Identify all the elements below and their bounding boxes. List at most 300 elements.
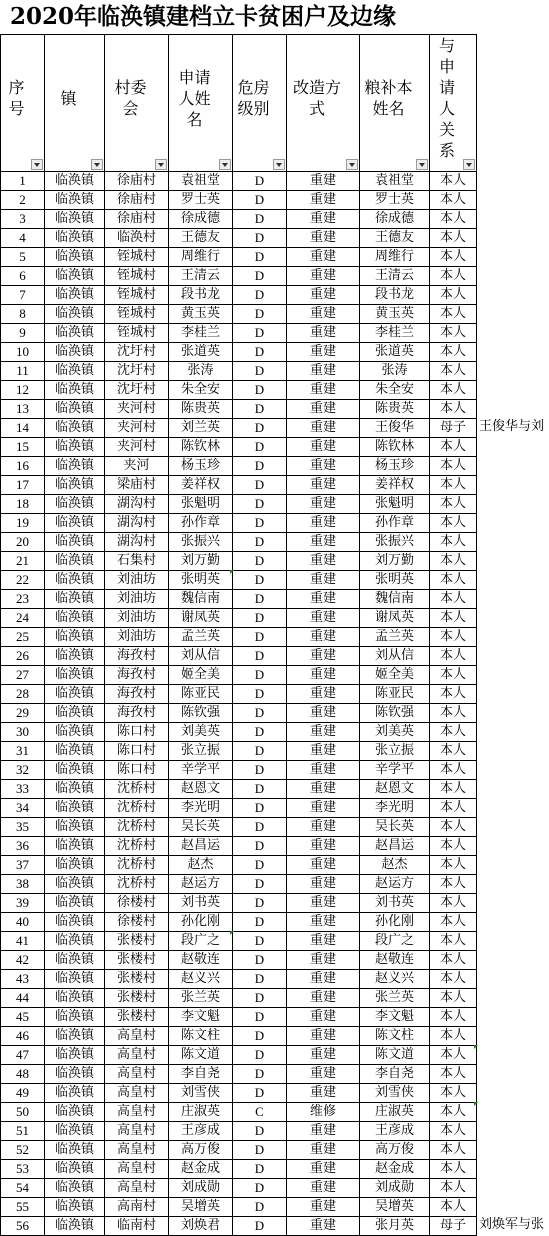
- cell-grain-name[interactable]: 刘从信: [360, 647, 430, 666]
- cell-serial[interactable]: 21: [1, 552, 45, 571]
- cell-town[interactable]: 临涣镇: [45, 419, 105, 438]
- cell-town[interactable]: 临涣镇: [45, 514, 105, 533]
- cell-method[interactable]: 重建: [287, 533, 360, 552]
- cell-serial[interactable]: 55: [1, 1198, 45, 1217]
- cell-grain-name[interactable]: 陈贵英: [360, 400, 430, 419]
- cell-village[interactable]: 夹河: [105, 457, 169, 476]
- cell-applicant[interactable]: 孟兰英: [169, 628, 233, 647]
- cell-method[interactable]: 重建: [287, 210, 360, 229]
- cell-village[interactable]: 铚城村: [105, 324, 169, 343]
- cell-grain-name[interactable]: 谢凤英: [360, 609, 430, 628]
- cell-relationship[interactable]: 本人: [430, 267, 477, 286]
- cell-village[interactable]: 石集村: [105, 552, 169, 571]
- cell-village[interactable]: 海孜村: [105, 704, 169, 723]
- cell-applicant[interactable]: 刘焕君: [169, 1217, 233, 1236]
- cell-grain-name[interactable]: 王俊华: [360, 419, 430, 438]
- cell-village[interactable]: 高皇村: [105, 1122, 169, 1141]
- cell-relationship[interactable]: 本人: [430, 590, 477, 609]
- cell-grain-name[interactable]: 罗士英: [360, 191, 430, 210]
- cell-village[interactable]: 刘油坊: [105, 609, 169, 628]
- cell-applicant[interactable]: 赵敬连: [169, 951, 233, 970]
- cell-serial[interactable]: 19: [1, 514, 45, 533]
- cell-level[interactable]: D: [233, 989, 287, 1008]
- cell-grain-name[interactable]: 王清云: [360, 267, 430, 286]
- cell-town[interactable]: 临涣镇: [45, 191, 105, 210]
- cell-level[interactable]: D: [233, 837, 287, 856]
- cell-village[interactable]: 沈桥村: [105, 818, 169, 837]
- cell-village[interactable]: 张楼村: [105, 932, 169, 951]
- cell-method[interactable]: 重建: [287, 1160, 360, 1179]
- cell-relationship[interactable]: 本人: [430, 837, 477, 856]
- cell-level[interactable]: D: [233, 533, 287, 552]
- cell-serial[interactable]: 51: [1, 1122, 45, 1141]
- cell-method[interactable]: 重建: [287, 343, 360, 362]
- cell-grain-name[interactable]: 赵昌运: [360, 837, 430, 856]
- cell-village[interactable]: 沈圩村: [105, 343, 169, 362]
- cell-grain-name[interactable]: 高万俊: [360, 1141, 430, 1160]
- cell-level[interactable]: D: [233, 248, 287, 267]
- cell-town[interactable]: 临涣镇: [45, 818, 105, 837]
- cell-village[interactable]: 临涣村: [105, 229, 169, 248]
- cell-relationship[interactable]: 本人: [430, 172, 477, 191]
- cell-grain-name[interactable]: 张月英: [360, 1217, 430, 1236]
- cell-relationship[interactable]: 本人: [430, 989, 477, 1008]
- cell-serial[interactable]: 10: [1, 343, 45, 362]
- cell-town[interactable]: 临涣镇: [45, 1027, 105, 1046]
- cell-relationship[interactable]: 本人: [430, 381, 477, 400]
- cell-method[interactable]: 重建: [287, 495, 360, 514]
- cell-applicant[interactable]: 张道英: [169, 343, 233, 362]
- cell-relationship[interactable]: 本人: [430, 1122, 477, 1141]
- cell-level[interactable]: D: [233, 913, 287, 932]
- cell-serial[interactable]: 32: [1, 761, 45, 780]
- cell-town[interactable]: 临涣镇: [45, 1103, 105, 1122]
- cell-village[interactable]: 临南村: [105, 1217, 169, 1236]
- cell-grain-name[interactable]: 李文魁: [360, 1008, 430, 1027]
- cell-relationship[interactable]: 本人: [430, 324, 477, 343]
- cell-village[interactable]: 高皇村: [105, 1160, 169, 1179]
- cell-town[interactable]: 临涣镇: [45, 666, 105, 685]
- cell-relationship[interactable]: 本人: [430, 191, 477, 210]
- cell-village[interactable]: 高皇村: [105, 1141, 169, 1160]
- cell-grain-name[interactable]: 刘万勤: [360, 552, 430, 571]
- cell-serial[interactable]: 1: [1, 172, 45, 191]
- filter-dropdown-button[interactable]: [273, 159, 285, 170]
- cell-village[interactable]: 高南村: [105, 1198, 169, 1217]
- cell-grain-name[interactable]: 赵敬连: [360, 951, 430, 970]
- cell-grain-name[interactable]: 赵恩文: [360, 780, 430, 799]
- cell-method[interactable]: 重建: [287, 305, 360, 324]
- cell-method[interactable]: 重建: [287, 267, 360, 286]
- cell-applicant[interactable]: 陈文道: [169, 1046, 233, 1065]
- cell-serial[interactable]: 18: [1, 495, 45, 514]
- cell-applicant[interactable]: 袁祖堂: [169, 172, 233, 191]
- cell-serial[interactable]: 20: [1, 533, 45, 552]
- cell-town[interactable]: 临涣镇: [45, 875, 105, 894]
- cell-village[interactable]: 湖沟村: [105, 514, 169, 533]
- cell-town[interactable]: 临涣镇: [45, 1160, 105, 1179]
- cell-method[interactable]: 重建: [287, 457, 360, 476]
- cell-town[interactable]: 临涣镇: [45, 799, 105, 818]
- cell-town[interactable]: 临涣镇: [45, 476, 105, 495]
- cell-grain-name[interactable]: 袁祖堂: [360, 172, 430, 191]
- cell-applicant[interactable]: 刘美英: [169, 723, 233, 742]
- cell-level[interactable]: D: [233, 552, 287, 571]
- cell-town[interactable]: 临涣镇: [45, 229, 105, 248]
- cell-level[interactable]: D: [233, 609, 287, 628]
- cell-grain-name[interactable]: 庄淑英: [360, 1103, 430, 1122]
- filter-dropdown-button[interactable]: [346, 159, 358, 170]
- cell-serial[interactable]: 17: [1, 476, 45, 495]
- cell-town[interactable]: 临涣镇: [45, 495, 105, 514]
- cell-applicant[interactable]: 刘从信: [169, 647, 233, 666]
- cell-applicant[interactable]: 罗士英: [169, 191, 233, 210]
- cell-relationship[interactable]: 本人: [430, 1141, 477, 1160]
- cell-applicant[interactable]: 王德友: [169, 229, 233, 248]
- cell-grain-name[interactable]: 张立振: [360, 742, 430, 761]
- cell-village[interactable]: 铚城村: [105, 305, 169, 324]
- cell-relationship[interactable]: 本人: [430, 229, 477, 248]
- cell-relationship[interactable]: 本人: [430, 704, 477, 723]
- cell-relationship[interactable]: 本人: [430, 951, 477, 970]
- cell-town[interactable]: 临涣镇: [45, 837, 105, 856]
- cell-village[interactable]: 沈桥村: [105, 856, 169, 875]
- cell-level[interactable]: D: [233, 229, 287, 248]
- cell-grain-name[interactable]: 孙化刚: [360, 913, 430, 932]
- cell-town[interactable]: 临涣镇: [45, 1141, 105, 1160]
- cell-applicant[interactable]: 魏信南: [169, 590, 233, 609]
- cell-village[interactable]: 高皇村: [105, 1103, 169, 1122]
- cell-serial[interactable]: 27: [1, 666, 45, 685]
- cell-town[interactable]: 临涣镇: [45, 970, 105, 989]
- cell-applicant[interactable]: 李桂兰: [169, 324, 233, 343]
- cell-serial[interactable]: 39: [1, 894, 45, 913]
- cell-method[interactable]: 重建: [287, 685, 360, 704]
- cell-serial[interactable]: 5: [1, 248, 45, 267]
- cell-method[interactable]: 重建: [287, 647, 360, 666]
- cell-relationship[interactable]: 母子: [430, 419, 477, 438]
- cell-relationship[interactable]: 本人: [430, 685, 477, 704]
- cell-applicant[interactable]: 刘兰英: [169, 419, 233, 438]
- cell-town[interactable]: 临涣镇: [45, 343, 105, 362]
- cell-relationship[interactable]: 本人: [430, 856, 477, 875]
- cell-grain-name[interactable]: 姜祥权: [360, 476, 430, 495]
- cell-village[interactable]: 徐庙村: [105, 210, 169, 229]
- cell-level[interactable]: D: [233, 666, 287, 685]
- cell-grain-name[interactable]: 陈文柱: [360, 1027, 430, 1046]
- cell-town[interactable]: 临涣镇: [45, 609, 105, 628]
- cell-method[interactable]: 重建: [287, 875, 360, 894]
- cell-relationship[interactable]: 本人: [430, 799, 477, 818]
- cell-town[interactable]: 临涣镇: [45, 894, 105, 913]
- cell-level[interactable]: D: [233, 742, 287, 761]
- cell-applicant[interactable]: 王彦成: [169, 1122, 233, 1141]
- cell-village[interactable]: 徐庙村: [105, 172, 169, 191]
- cell-town[interactable]: 临涣镇: [45, 1198, 105, 1217]
- cell-applicant[interactable]: 孙化刚: [169, 913, 233, 932]
- cell-level[interactable]: D: [233, 1198, 287, 1217]
- cell-serial[interactable]: 48: [1, 1065, 45, 1084]
- cell-applicant[interactable]: 辛学平: [169, 761, 233, 780]
- cell-method[interactable]: 重建: [287, 381, 360, 400]
- cell-level[interactable]: D: [233, 856, 287, 875]
- cell-town[interactable]: 临涣镇: [45, 742, 105, 761]
- cell-method[interactable]: 重建: [287, 552, 360, 571]
- cell-grain-name[interactable]: 段广之: [360, 932, 430, 951]
- cell-grain-name[interactable]: 黄玉英: [360, 305, 430, 324]
- cell-method[interactable]: 重建: [287, 476, 360, 495]
- cell-serial[interactable]: 22: [1, 571, 45, 590]
- cell-town[interactable]: 临涣镇: [45, 1065, 105, 1084]
- cell-applicant[interactable]: 段广之: [169, 932, 233, 951]
- cell-grain-name[interactable]: 赵杰: [360, 856, 430, 875]
- cell-relationship[interactable]: 本人: [430, 248, 477, 267]
- cell-applicant[interactable]: 赵昌运: [169, 837, 233, 856]
- cell-village[interactable]: 沈桥村: [105, 875, 169, 894]
- cell-applicant[interactable]: 刘雪侠: [169, 1084, 233, 1103]
- cell-level[interactable]: D: [233, 875, 287, 894]
- cell-level[interactable]: D: [233, 1008, 287, 1027]
- cell-town[interactable]: 临涣镇: [45, 267, 105, 286]
- cell-grain-name[interactable]: 孙作章: [360, 514, 430, 533]
- cell-grain-name[interactable]: 张涛: [360, 362, 430, 381]
- cell-serial[interactable]: 43: [1, 970, 45, 989]
- cell-serial[interactable]: 15: [1, 438, 45, 457]
- cell-village[interactable]: 刘油坊: [105, 571, 169, 590]
- cell-village[interactable]: 徐楼村: [105, 894, 169, 913]
- cell-grain-name[interactable]: 陈文道: [360, 1046, 430, 1065]
- cell-method[interactable]: 重建: [287, 837, 360, 856]
- cell-serial[interactable]: 8: [1, 305, 45, 324]
- cell-grain-name[interactable]: 孟兰英: [360, 628, 430, 647]
- cell-relationship[interactable]: 本人: [430, 780, 477, 799]
- cell-applicant[interactable]: 朱全安: [169, 381, 233, 400]
- cell-village[interactable]: 沈桥村: [105, 799, 169, 818]
- cell-serial[interactable]: 42: [1, 951, 45, 970]
- cell-grain-name[interactable]: 姬全美: [360, 666, 430, 685]
- cell-relationship[interactable]: 本人: [430, 1065, 477, 1084]
- cell-applicant[interactable]: 段书龙: [169, 286, 233, 305]
- cell-level[interactable]: D: [233, 267, 287, 286]
- cell-applicant[interactable]: 庄淑英: [169, 1103, 233, 1122]
- cell-village[interactable]: 沈圩村: [105, 362, 169, 381]
- cell-level[interactable]: D: [233, 457, 287, 476]
- cell-town[interactable]: 临涣镇: [45, 590, 105, 609]
- cell-village[interactable]: 湖沟村: [105, 495, 169, 514]
- cell-applicant[interactable]: 陈钦林: [169, 438, 233, 457]
- cell-applicant[interactable]: 吴增英: [169, 1198, 233, 1217]
- cell-method[interactable]: 重建: [287, 590, 360, 609]
- cell-applicant[interactable]: 陈贵英: [169, 400, 233, 419]
- cell-village[interactable]: 徐庙村: [105, 191, 169, 210]
- cell-method[interactable]: 重建: [287, 609, 360, 628]
- cell-grain-name[interactable]: 魏信南: [360, 590, 430, 609]
- cell-serial[interactable]: 52: [1, 1141, 45, 1160]
- cell-village[interactable]: 沈桥村: [105, 837, 169, 856]
- cell-village[interactable]: 张楼村: [105, 989, 169, 1008]
- cell-serial[interactable]: 14: [1, 419, 45, 438]
- cell-method[interactable]: 重建: [287, 438, 360, 457]
- cell-serial[interactable]: 49: [1, 1084, 45, 1103]
- cell-applicant[interactable]: 高万俊: [169, 1141, 233, 1160]
- cell-level[interactable]: D: [233, 495, 287, 514]
- cell-relationship[interactable]: 本人: [430, 1084, 477, 1103]
- cell-method[interactable]: 重建: [287, 666, 360, 685]
- cell-town[interactable]: 临涣镇: [45, 932, 105, 951]
- cell-relationship[interactable]: 母子: [430, 1217, 477, 1236]
- cell-level[interactable]: D: [233, 362, 287, 381]
- cell-level[interactable]: D: [233, 400, 287, 419]
- cell-relationship[interactable]: 本人: [430, 457, 477, 476]
- cell-village[interactable]: 高皇村: [105, 1065, 169, 1084]
- cell-level[interactable]: D: [233, 894, 287, 913]
- cell-serial[interactable]: 24: [1, 609, 45, 628]
- cell-applicant[interactable]: 刘万勤: [169, 552, 233, 571]
- cell-village[interactable]: 刘油坊: [105, 590, 169, 609]
- cell-grain-name[interactable]: 张振兴: [360, 533, 430, 552]
- cell-grain-name[interactable]: 徐成德: [360, 210, 430, 229]
- cell-serial[interactable]: 36: [1, 837, 45, 856]
- cell-method[interactable]: 重建: [287, 1179, 360, 1198]
- cell-village[interactable]: 陈口村: [105, 761, 169, 780]
- cell-grain-name[interactable]: 吴增英: [360, 1198, 430, 1217]
- cell-level[interactable]: D: [233, 324, 287, 343]
- cell-serial[interactable]: 38: [1, 875, 45, 894]
- cell-level[interactable]: D: [233, 191, 287, 210]
- cell-town[interactable]: 临涣镇: [45, 913, 105, 932]
- filter-dropdown-button[interactable]: [155, 159, 167, 170]
- cell-grain-name[interactable]: 李自尧: [360, 1065, 430, 1084]
- cell-method[interactable]: 重建: [287, 761, 360, 780]
- cell-relationship[interactable]: 本人: [430, 1027, 477, 1046]
- cell-village[interactable]: 高皇村: [105, 1084, 169, 1103]
- cell-town[interactable]: 临涣镇: [45, 248, 105, 267]
- cell-relationship[interactable]: 本人: [430, 438, 477, 457]
- cell-village[interactable]: 梁庙村: [105, 476, 169, 495]
- cell-village[interactable]: 陈口村: [105, 742, 169, 761]
- cell-grain-name[interactable]: 张兰英: [360, 989, 430, 1008]
- cell-grain-name[interactable]: 李桂兰: [360, 324, 430, 343]
- cell-applicant[interactable]: 姬全美: [169, 666, 233, 685]
- cell-serial[interactable]: 2: [1, 191, 45, 210]
- cell-town[interactable]: 临涣镇: [45, 571, 105, 590]
- cell-relationship[interactable]: 本人: [430, 571, 477, 590]
- cell-level[interactable]: D: [233, 704, 287, 723]
- cell-method[interactable]: 重建: [287, 1008, 360, 1027]
- cell-relationship[interactable]: 本人: [430, 723, 477, 742]
- cell-serial[interactable]: 44: [1, 989, 45, 1008]
- cell-serial[interactable]: 29: [1, 704, 45, 723]
- filter-dropdown-button[interactable]: [31, 159, 43, 170]
- cell-level[interactable]: D: [233, 438, 287, 457]
- cell-grain-name[interactable]: 刘美英: [360, 723, 430, 742]
- cell-town[interactable]: 临涣镇: [45, 856, 105, 875]
- cell-village[interactable]: 沈圩村: [105, 381, 169, 400]
- cell-applicant[interactable]: 孙作章: [169, 514, 233, 533]
- cell-serial[interactable]: 53: [1, 1160, 45, 1179]
- cell-relationship[interactable]: 本人: [430, 932, 477, 951]
- cell-town[interactable]: 临涣镇: [45, 628, 105, 647]
- cell-grain-name[interactable]: 陈钦林: [360, 438, 430, 457]
- cell-grain-name[interactable]: 张道英: [360, 343, 430, 362]
- cell-village[interactable]: 海孜村: [105, 647, 169, 666]
- cell-applicant[interactable]: 李光明: [169, 799, 233, 818]
- cell-serial[interactable]: 47: [1, 1046, 45, 1065]
- cell-grain-name[interactable]: 王彦成: [360, 1122, 430, 1141]
- cell-serial[interactable]: 50: [1, 1103, 45, 1122]
- cell-method[interactable]: 重建: [287, 818, 360, 837]
- cell-village[interactable]: 高皇村: [105, 1046, 169, 1065]
- cell-applicant[interactable]: 赵运方: [169, 875, 233, 894]
- cell-grain-name[interactable]: 王德友: [360, 229, 430, 248]
- cell-applicant[interactable]: 张涛: [169, 362, 233, 381]
- cell-serial[interactable]: 41: [1, 932, 45, 951]
- cell-level[interactable]: D: [233, 799, 287, 818]
- cell-town[interactable]: 临涣镇: [45, 172, 105, 191]
- cell-applicant[interactable]: 刘成勋: [169, 1179, 233, 1198]
- cell-serial[interactable]: 6: [1, 267, 45, 286]
- cell-level[interactable]: D: [233, 1141, 287, 1160]
- cell-relationship[interactable]: 本人: [430, 647, 477, 666]
- cell-town[interactable]: 临涣镇: [45, 552, 105, 571]
- cell-level[interactable]: D: [233, 1027, 287, 1046]
- cell-level[interactable]: D: [233, 932, 287, 951]
- filter-dropdown-button[interactable]: [219, 159, 231, 170]
- cell-relationship[interactable]: 本人: [430, 476, 477, 495]
- cell-town[interactable]: 临涣镇: [45, 723, 105, 742]
- cell-level[interactable]: D: [233, 951, 287, 970]
- cell-town[interactable]: 临涣镇: [45, 305, 105, 324]
- cell-level[interactable]: D: [233, 476, 287, 495]
- cell-town[interactable]: 临涣镇: [45, 362, 105, 381]
- cell-town[interactable]: 临涣镇: [45, 438, 105, 457]
- cell-relationship[interactable]: 本人: [430, 362, 477, 381]
- cell-relationship[interactable]: 本人: [430, 286, 477, 305]
- cell-town[interactable]: 临涣镇: [45, 286, 105, 305]
- cell-grain-name[interactable]: 张明英: [360, 571, 430, 590]
- cell-town[interactable]: 临涣镇: [45, 210, 105, 229]
- cell-serial[interactable]: 46: [1, 1027, 45, 1046]
- cell-grain-name[interactable]: 赵运方: [360, 875, 430, 894]
- cell-method[interactable]: 重建: [287, 742, 360, 761]
- cell-level[interactable]: D: [233, 381, 287, 400]
- cell-method[interactable]: 重建: [287, 400, 360, 419]
- cell-method[interactable]: 重建: [287, 172, 360, 191]
- cell-relationship[interactable]: 本人: [430, 1198, 477, 1217]
- cell-relationship[interactable]: 本人: [430, 514, 477, 533]
- cell-relationship[interactable]: 本人: [430, 400, 477, 419]
- cell-relationship[interactable]: 本人: [430, 913, 477, 932]
- cell-applicant[interactable]: 赵义兴: [169, 970, 233, 989]
- cell-applicant[interactable]: 赵杰: [169, 856, 233, 875]
- cell-town[interactable]: 临涣镇: [45, 1008, 105, 1027]
- cell-town[interactable]: 临涣镇: [45, 381, 105, 400]
- cell-applicant[interactable]: 周维行: [169, 248, 233, 267]
- cell-serial[interactable]: 13: [1, 400, 45, 419]
- cell-relationship[interactable]: 本人: [430, 495, 477, 514]
- cell-town[interactable]: 临涣镇: [45, 1179, 105, 1198]
- cell-method[interactable]: 重建: [287, 1198, 360, 1217]
- cell-applicant[interactable]: 徐成德: [169, 210, 233, 229]
- cell-level[interactable]: D: [233, 210, 287, 229]
- cell-serial[interactable]: 28: [1, 685, 45, 704]
- cell-applicant[interactable]: 吴长英: [169, 818, 233, 837]
- cell-method[interactable]: 重建: [287, 799, 360, 818]
- cell-serial[interactable]: 33: [1, 780, 45, 799]
- cell-town[interactable]: 临涣镇: [45, 761, 105, 780]
- cell-applicant[interactable]: 陈文柱: [169, 1027, 233, 1046]
- cell-serial[interactable]: 4: [1, 229, 45, 248]
